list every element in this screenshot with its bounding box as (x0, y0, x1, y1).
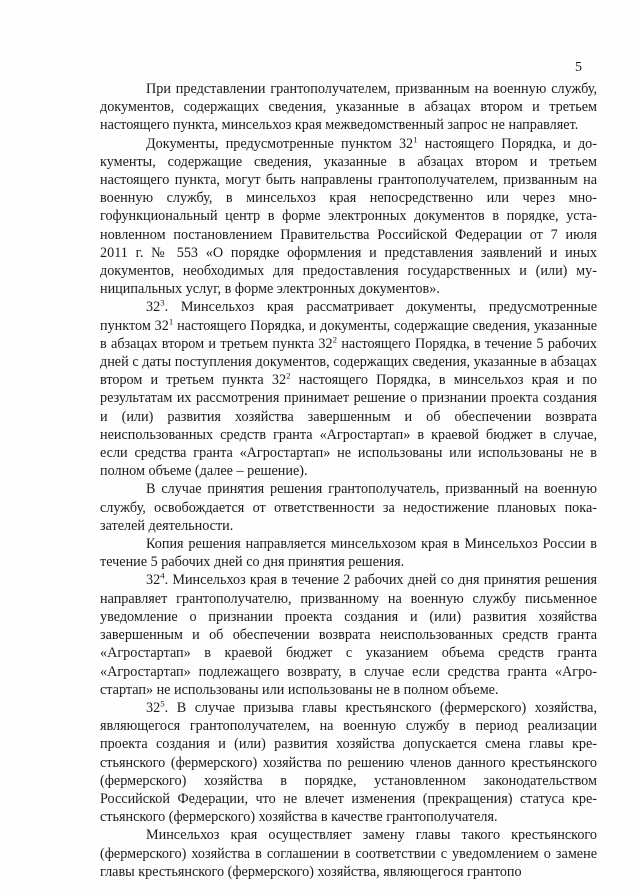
paragraph (100, 298, 597, 480)
paragraph-text: 32 (146, 699, 161, 716)
footnote-superscript: 4 (160, 570, 165, 581)
paragraph-text: При представлении грантополучателем, призванным на военную службу, документов, содержащих сведения, указанные в абзацах втором и третьем настоящего пункта, минсельхоз края межведомственный запрос не направляет. (100, 81, 597, 134)
paragraph-text: 32 (146, 572, 161, 589)
footnote-superscript: 5 (160, 698, 165, 709)
paragraph (100, 135, 597, 299)
paragraph (100, 80, 597, 135)
paragraph-text: настоящего Порядка, и документы, содержащие сведения, указанные в абзацах втором и третьем пункта 32 (100, 317, 597, 352)
paragraph (100, 535, 597, 571)
paragraph (100, 826, 597, 881)
paragraph-text: Документы, предусмотренные пунктом 32 (146, 135, 414, 152)
document-body (100, 80, 597, 881)
footnote-superscript: 1 (168, 315, 174, 326)
paragraph-text: В случае принятия решения грантополучатель, призванный на военную службу, освобождается от ответственности за недостижение плановых показателей деятельности. (100, 481, 597, 534)
footnote-superscript: 2 (286, 370, 291, 381)
paragraph-text: настоящего Порядка, в минсельхоз края и по результатам их рассмотрения принимает решение о признании проекта создания и (или) развития хозяйства завершенным и об обеспечении возврата неиспользованных средств гранта «Агростартап» в краевой бюджет в случае, если средства гранта «Агростартап» не использованы или использованы не в полном объеме (далее – решение). (100, 372, 597, 480)
footnote-superscript: 1 (413, 133, 418, 144)
paragraph-text: . Минсельхоз края рассматривает документы, предусмотренные пунктом 32 (100, 299, 597, 334)
paragraph (100, 480, 597, 535)
paragraph-text: настоящего Порядка, и документы, содержащие сведения, указанные в абзацах втором и третьем настоящего пункта, могут быть направлены грантополучателем, призванным на военную службу, в минсельхоз края непосредственно или через многофункциональный центр в форме электронных документов в порядке, установленном постановлением Правительства Российской Федерации от 7 июля 2011 г. № 553 «О порядке оформления и представления заявлений и иных документов, необходимых для предоставления государственных и (или) муниципальных услуг, в форме электронных документов». (100, 135, 597, 298)
paragraph-text: . В случае призыва главы крестьянского (фермерского) хозяйства, являющегося грантополучателем, на военную службу в период реализации проекта создания и (или) развития хозяйства допускается смена главы крестьянского (фермерского) хозяйства по решению членов данного крестьянского (фермерского) хозяйства в порядке, установленном законодательством Российской Федерации, что не влечет изменения (прекращения) статуса крестьянского (фермерского) хозяйства в качестве грантополучателя. (100, 699, 597, 826)
paragraph (100, 699, 597, 826)
paragraph-text: Минсельхоз края осуществляет замену главы такого крестьянского (фермерского) хозяйства в соглашении в соответствии с уведомлением о замене главы крестьянского (фермерского) хозяйства, являющегося грантопо (100, 827, 597, 880)
paragraph-text: 32 (146, 299, 161, 316)
paragraph-text: . Минсельхоз края в течение 2 рабочих дней со дня принятия решения направляет грантополучателю, призванному на военную службу письменное уведомление о признании проекта создания и (или) развития хозяйства завершенным и об обеспечении возврата неиспользованных средств гранта «Агростартап» в краевой бюджет с указанием объема средств гранта «Агростартап» подлежащего возврату, в случае если средства гранта «Агростартап» не использованы или использованы не в полном объеме. (100, 572, 597, 698)
paragraph-text: Копия решения направляется минсельхозом края в Минсельхоз России в течение 5 рабочих дней со дня принятия решения. (100, 536, 597, 571)
page-number: 5 (575, 60, 582, 75)
footnote-superscript: 3 (160, 297, 165, 308)
paragraph (100, 571, 597, 698)
footnote-superscript: 2 (332, 334, 337, 345)
paragraph-text: настоящего Порядка, в течение 5 рабочих дней с даты поступления документов, содержащих сведения, указанные в абзацах втором и третьем пункта 32 (100, 335, 597, 389)
